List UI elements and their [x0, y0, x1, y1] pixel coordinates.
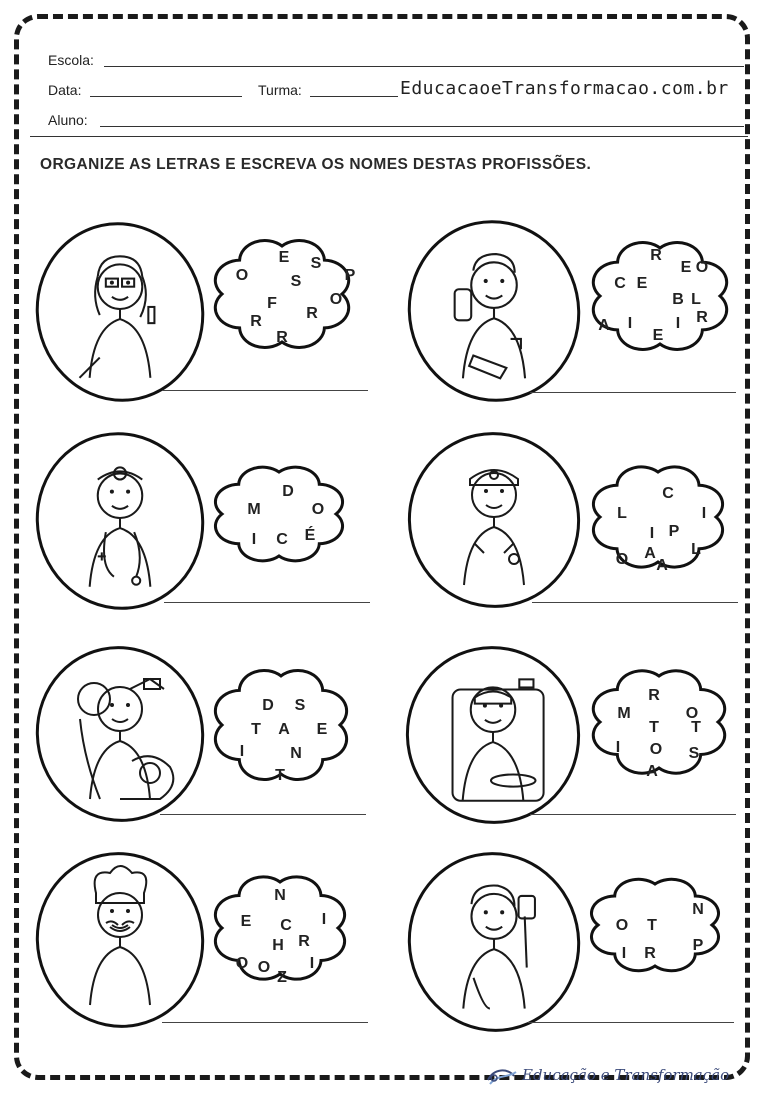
scrambled-letter: E: [316, 721, 328, 738]
scrambled-letter: E: [278, 249, 290, 266]
picture-oval: [20, 836, 221, 1043]
scrambled-letter: D: [282, 483, 294, 500]
scrambled-letter: T: [647, 917, 657, 934]
scrambled-letter: I: [621, 945, 627, 962]
class-field[interactable]: [310, 96, 398, 97]
scrambled-letter: O: [311, 501, 325, 518]
scrambled-letter: P: [668, 523, 680, 540]
painter-illustration: [411, 855, 577, 1029]
scrambled-letter: C: [280, 917, 292, 934]
student-field[interactable]: [100, 126, 744, 127]
picture-oval: [389, 630, 596, 840]
scrambled-letter: M: [247, 501, 261, 518]
date-field[interactable]: [90, 96, 242, 97]
scrambled-letter: T: [691, 719, 701, 736]
scrambled-letter: R: [696, 309, 708, 326]
scrambled-letter: É: [304, 527, 316, 544]
scrambled-letter: A: [598, 317, 610, 334]
scrambled-letter: S: [294, 697, 306, 714]
date-label: Data:: [48, 82, 82, 98]
letter-cloud: [212, 462, 346, 566]
scrambled-letter: I: [309, 955, 315, 972]
scrambled-letter: I: [615, 739, 621, 756]
letter-cloud: [590, 238, 730, 354]
scrambled-letter: C: [662, 485, 674, 502]
scrambled-letter: M: [617, 705, 631, 722]
instruction-text: ORGANIZE AS LETRAS E ESCREVA OS NOMES DESTAS PROFISSÕES.: [40, 156, 592, 173]
letter-cloud: [590, 462, 726, 572]
answer-line[interactable]: [530, 814, 736, 815]
scrambled-letter: O: [615, 551, 629, 568]
scrambled-letter: N: [692, 901, 704, 918]
school-field[interactable]: [104, 66, 744, 67]
scrambled-letter: T: [649, 719, 659, 736]
letter-cloud: [588, 874, 722, 976]
scrambled-letter: S: [688, 745, 700, 762]
scrambled-letter: R: [306, 305, 318, 322]
scrambled-letter: O: [235, 955, 249, 972]
scrambled-letter: R: [250, 313, 262, 330]
scrambled-letter: A: [278, 721, 290, 738]
scrambled-letter: O: [235, 267, 249, 284]
letter-cloud: [212, 236, 356, 352]
picture-oval: [392, 416, 597, 624]
letter-cloud: [212, 872, 348, 984]
scrambled-letter: D: [262, 697, 274, 714]
scrambled-letter: O: [615, 917, 629, 934]
scrambled-letter: O: [649, 741, 663, 758]
answer-line[interactable]: [530, 392, 736, 393]
scrambled-letter: L: [691, 291, 701, 308]
scrambled-letter: N: [290, 745, 302, 762]
scrambled-letter: I: [701, 505, 707, 522]
scrambled-letter: E: [240, 913, 252, 930]
hairdresser-illustration: [411, 223, 577, 399]
chef-illustration: [39, 855, 201, 1025]
scrambled-letter: T: [251, 721, 261, 738]
footer-brand: Educação e Transformação: [522, 1066, 730, 1084]
scrambled-letter: I: [649, 525, 655, 542]
scrambled-letter: R: [298, 933, 310, 950]
scrambled-letter: L: [617, 505, 627, 522]
scrambled-letter: L: [691, 541, 701, 558]
school-label: Escola:: [48, 52, 94, 68]
picture-oval: [391, 836, 597, 1048]
driver-illustration: [409, 649, 577, 821]
student-label: Aluno:: [48, 112, 88, 128]
answer-line[interactable]: [528, 1022, 734, 1023]
letter-cloud: [212, 666, 350, 784]
doctor-illustration: [39, 435, 201, 607]
class-label: Turma:: [258, 82, 302, 98]
picture-oval: [391, 204, 597, 418]
answer-line[interactable]: [164, 602, 370, 603]
scrambled-letter: Z: [277, 969, 287, 986]
scrambled-letter: S: [310, 255, 322, 272]
scrambled-letter: P: [344, 267, 356, 284]
letter-cloud: [590, 666, 728, 778]
dentist-illustration: [39, 649, 201, 819]
police-officer-illustration: [411, 435, 577, 605]
scrambled-letter: I: [321, 911, 327, 928]
scrambled-letter: I: [251, 531, 257, 548]
scrambled-letter: I: [239, 743, 245, 760]
header-divider: [30, 136, 748, 137]
picture-oval: [20, 630, 221, 837]
scrambled-letter: A: [646, 763, 658, 780]
picture-oval: [19, 207, 221, 418]
scrambled-letter: H: [272, 937, 284, 954]
answer-line[interactable]: [162, 390, 368, 391]
scrambled-letter: B: [672, 291, 684, 308]
scrambled-letter: O: [695, 259, 709, 276]
scrambled-letter: E: [636, 275, 648, 292]
scrambled-letter: P: [692, 937, 704, 954]
website-text: EducacaoeTransformacao.com.br: [400, 78, 729, 99]
answer-line[interactable]: [160, 814, 366, 815]
scrambled-letter: C: [276, 531, 288, 548]
scrambled-letter: I: [627, 315, 633, 332]
scrambled-letter: O: [685, 705, 699, 722]
scrambled-letter: T: [275, 767, 285, 784]
scrambled-letter: C: [614, 275, 626, 292]
scrambled-letter: E: [652, 327, 664, 344]
scrambled-letter: R: [276, 329, 288, 346]
scrambled-letter: S: [290, 273, 302, 290]
scrambled-letter: I: [675, 315, 681, 332]
scrambled-letter: O: [329, 291, 343, 308]
scrambled-letter: R: [650, 247, 662, 264]
scrambled-letter: A: [644, 545, 656, 562]
picture-oval: [19, 416, 220, 625]
scrambled-letter: R: [644, 945, 656, 962]
teacher-illustration: [39, 225, 201, 399]
scrambled-letter: N: [274, 887, 286, 904]
scrambled-letter: O: [257, 959, 271, 976]
scrambled-letter: F: [267, 295, 277, 312]
scrambled-letter: E: [680, 259, 692, 276]
scrambled-letter: R: [648, 687, 660, 704]
answer-line[interactable]: [532, 602, 738, 603]
pencil-swirl-logo-icon: [484, 1064, 520, 1093]
scrambled-letter: A: [656, 557, 668, 574]
answer-line[interactable]: [162, 1022, 368, 1023]
